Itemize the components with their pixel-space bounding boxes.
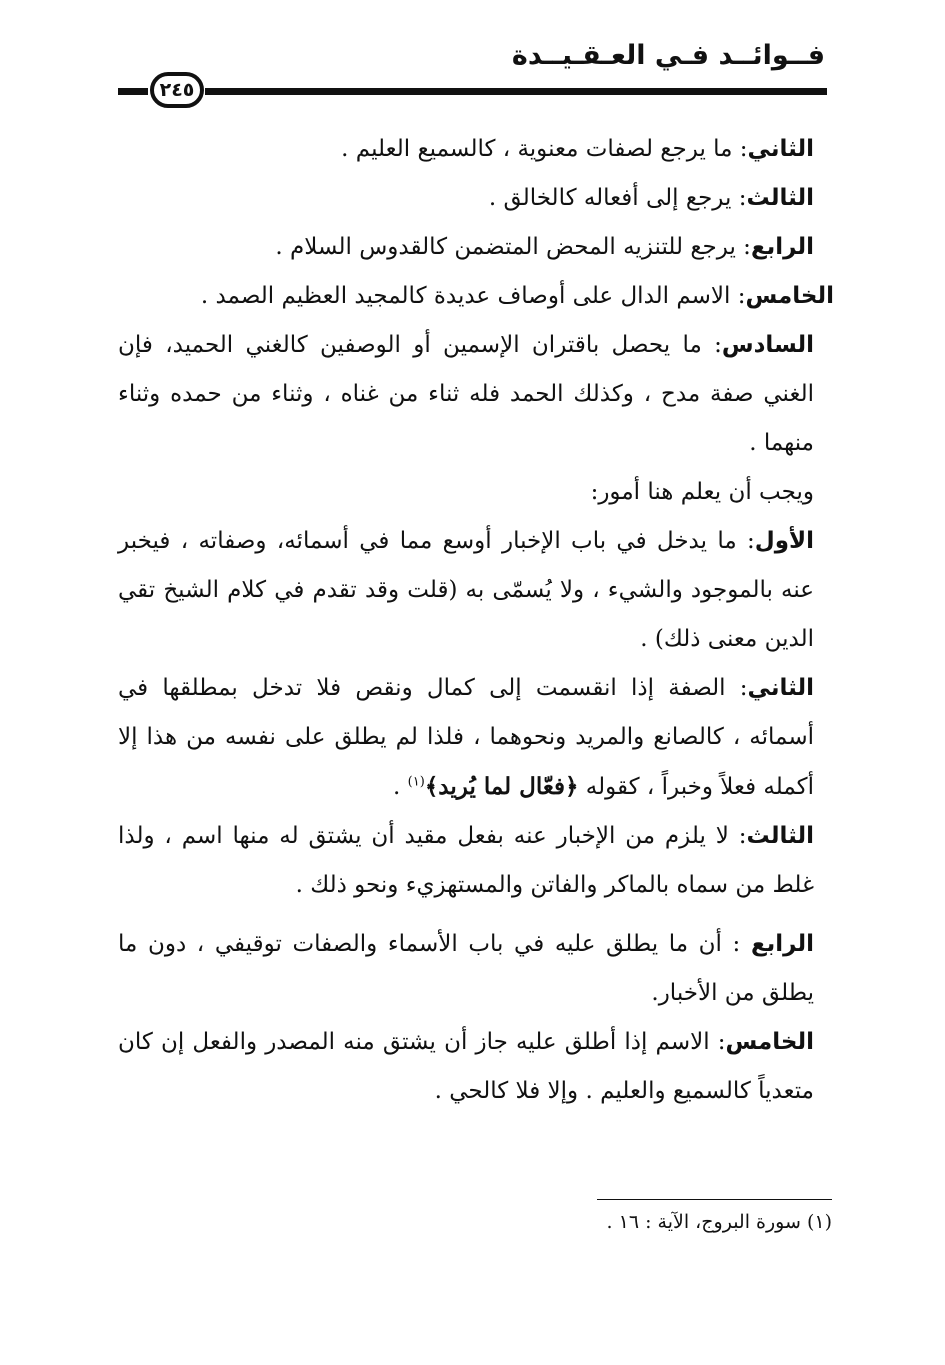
quote-end: . (393, 774, 408, 800)
paragraph-text: : أن ما يطلق عليه في باب الأسماء والصفات توقيفي ، دون ما يطلق من الأخبار. (118, 931, 814, 1006)
footnote-rule (597, 1199, 832, 1200)
paragraph-text: : يرجع إلى أفعاله كالخالق . (488, 185, 747, 211)
paragraph (118, 468, 834, 517)
paragraph-text: : لا يلزم من الإخبار عنه بفعل مقيد أن يشتق له منها اسم ، ولذا غلط من سماه بالماكر والفاتن والمستهزيء ونحو ذلك . (118, 823, 814, 898)
running-title: فــوائــد فـي العـقـيــدة (511, 40, 825, 71)
paragraph-text: : ما يدخل في باب الإخبار أوسع مما في أسمائه، وصفاته ، فيخبر عنه بالموجود والشيء ، ولا يُسمّى به (قلت وقد تقدم في كلام الشيخ تقي الدين معنى ذلك) . (118, 528, 814, 652)
header-rule-left (118, 88, 148, 95)
page-number: ٢٤٥ (150, 72, 204, 108)
paragraph (118, 223, 834, 272)
paragraph-label: الثاني (747, 675, 814, 701)
paragraph (118, 812, 834, 910)
paragraph-text: : الاسم إذا أطلق عليه جاز أن يشتق منه المصدر والفعل إن كان متعدياً كالسميع والعليم . وإلا فلا كالحي . (118, 1029, 814, 1104)
paragraph (118, 517, 834, 664)
paragraph (118, 272, 834, 321)
header-rule (205, 88, 827, 95)
paragraph-label: الثاني (747, 136, 814, 162)
paragraph-label: الأول (754, 528, 814, 554)
footnote-ref: (١) (407, 774, 425, 790)
paragraph-label: الرابع (750, 234, 814, 260)
paragraph-text: : ما يرجع لصفات معنوية ، كالسميع العليم . (341, 136, 748, 162)
paragraph (118, 125, 834, 174)
paragraph-text: : الاسم الدال على أوصاف عديدة كالمجيد العظيم الصمد . (200, 283, 746, 309)
footnote: (١) سورة البروج، الآية : ١٦ . (606, 1211, 832, 1233)
paragraph-label: الثالث (746, 185, 814, 211)
paragraph (118, 321, 834, 468)
paragraph-text: ويجب أن يعلم هنا أمور: (590, 479, 814, 505)
paragraph-text: : ما يحصل باقتران الإسمين أو الوصفين كالغني الحميد، فإن الغني صفة مدح ، وكذلك الحمد فله ثناء من غناه ، وثناء من حمده وثناء منهما . (118, 332, 814, 456)
paragraph-label: الخامس (745, 283, 834, 309)
paragraph-label: الخامس (725, 1029, 814, 1055)
paragraph (118, 1018, 834, 1116)
paragraph-text: : يرجع للتنزيه المحض المتضمن كالقدوس السلام . (275, 234, 751, 260)
paragraph-label: الثالث (746, 823, 814, 849)
body-text (118, 125, 834, 1116)
paragraph (118, 920, 834, 1018)
paragraph (118, 174, 834, 223)
paragraph (118, 664, 834, 812)
paragraph-text: : الصفة إذا انقسمت إلى كمال ونقص فلا تدخل بمطلقها في أسمائه ، كالصانع والمريد ونحوهما ، فلذا لم يطلق على نفسه من هذا إلا أكمله فعلاً وخبراً ، كقوله (118, 675, 814, 800)
quran-quote: ﴿فعّال لما يُريد﴾ (424, 773, 579, 800)
paragraph-label: السادس (721, 332, 814, 358)
paragraph-label: الرابع (750, 931, 814, 957)
